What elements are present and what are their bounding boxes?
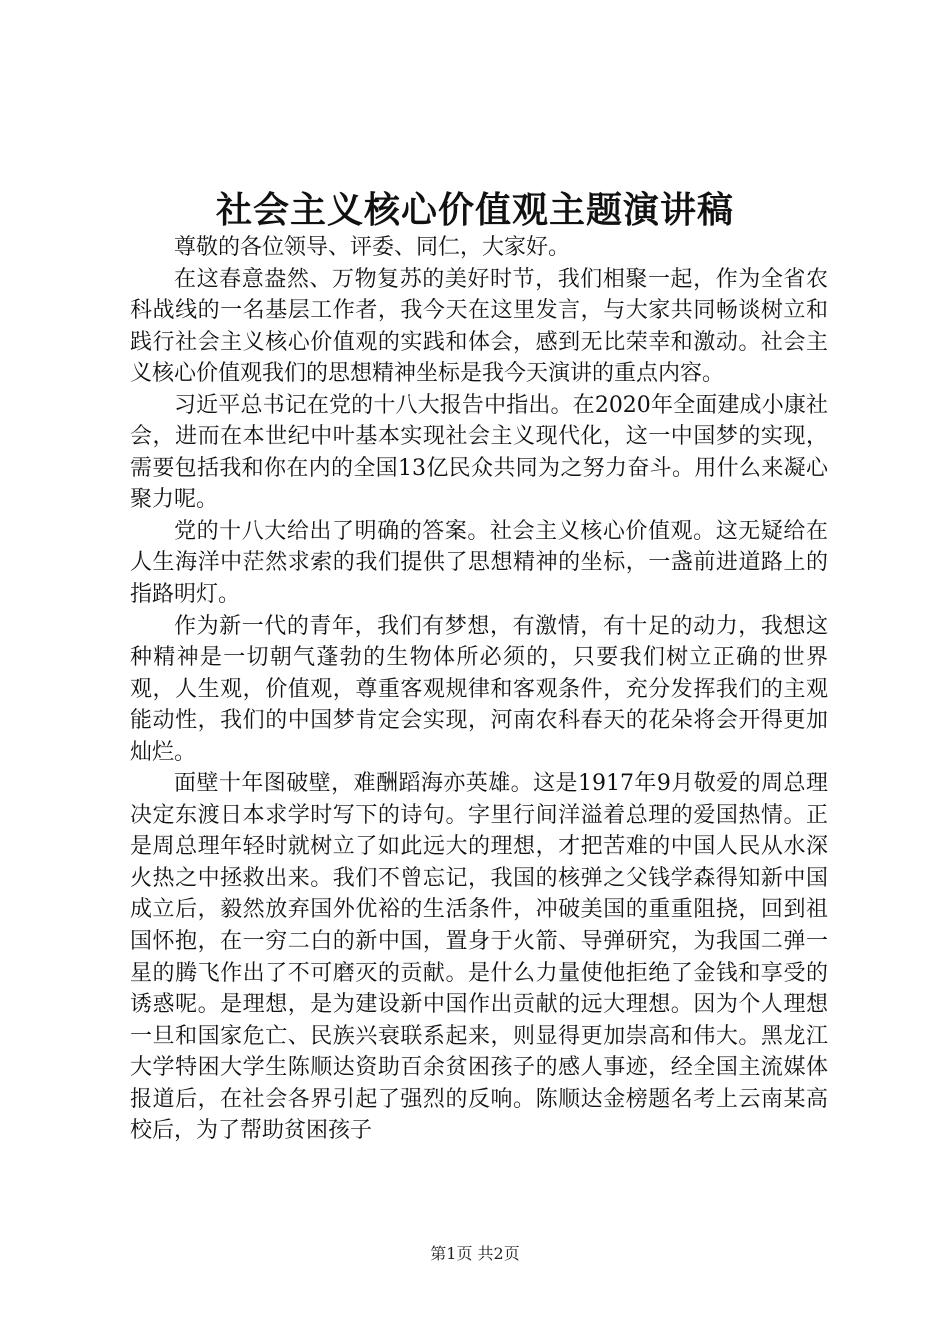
paragraph-intro: 在这春意盎然、万物复苏的美好时节，我们相聚一起，作为全省农科战线的一名基层工作者，我今天在这里发言，与大家共同畅谈树立和践行社会主义核心价值观的实践和体会，感到无比荣幸和激动。社会主义核心价值观我们的思想精神坐标是我今天演讲的重点内容。	[130, 266, 828, 387]
document-body	[130, 232, 828, 1147]
paragraph-report: 习近平总书记在党的十八大报告中指出。在2020年全面建成小康社会，进而在本世纪中叶基本实现社会主义现代化，这一中国梦的实现，需要包括我和你在内的全国13亿民众共同为之努力奋斗。用什么来凝心聚力呢。	[130, 392, 828, 513]
paragraph-examples: 面壁十年图破壁，难酬蹈海亦英雄。这是1917年9月敬爱的周总理决定东渡日本求学时写下的诗句。字里行间洋溢着总理的爱国热情。正是周总理年轻时就树立了如此远大的理想，才把苦难的中国人民从水深火热之中拯救出来。我们不曾忘记，我国的核弹之父钱学森得知新中国成立后，毅然放弃国外优裕的生活条件，冲破美国的重重阻挠，回到祖国怀抱，在一穷二白的新中国，置身于火箭、导弹研究，为我国二弹一星的腾飞作出了不可磨灭的贡献。是什么力量使他拒绝了金钱和享受的诱惑呢。是理想，是为建设新中国作出贡献的远大理想。因为个人理想一旦和国家危亡、民族兴衰联系起来，则显得更加崇高和伟大。黑龙江大学特困大学生陈顺达资助百余贫困孩子的感人事迹，经全国主流媒体报道后，在社会各界引起了强烈的反响。陈顺达金榜题名考上云南某高校后，为了帮助贫困孩子	[130, 771, 828, 1144]
paragraph-answer: 党的十八大给出了明确的答案。社会主义核心价值观。这无疑给在人生海洋中茫然求索的我们提供了思想精神的坐标，一盏前进道路上的指路明灯。	[130, 518, 828, 608]
page-number-footer: 第1页 共2页	[430, 1244, 520, 1263]
document-title: 社会主义核心价值观主题演讲稿	[215, 189, 734, 231]
paragraph-youth: 作为新一代的青年，我们有梦想，有激情，有十足的动力，我想这种精神是一切朝气蓬勃的生物体所必须的，只要我们树立正确的世界观，人生观，价值观，尊重客观规律和客观条件，充分发挥我们的主观能动性，我们的中国梦肯定会实现，河南农科春天的花朵将会开得更加灿烂。	[130, 613, 828, 765]
paragraph-greeting: 尊敬的各位领导、评委、同仁，大家好。	[174, 235, 571, 260]
